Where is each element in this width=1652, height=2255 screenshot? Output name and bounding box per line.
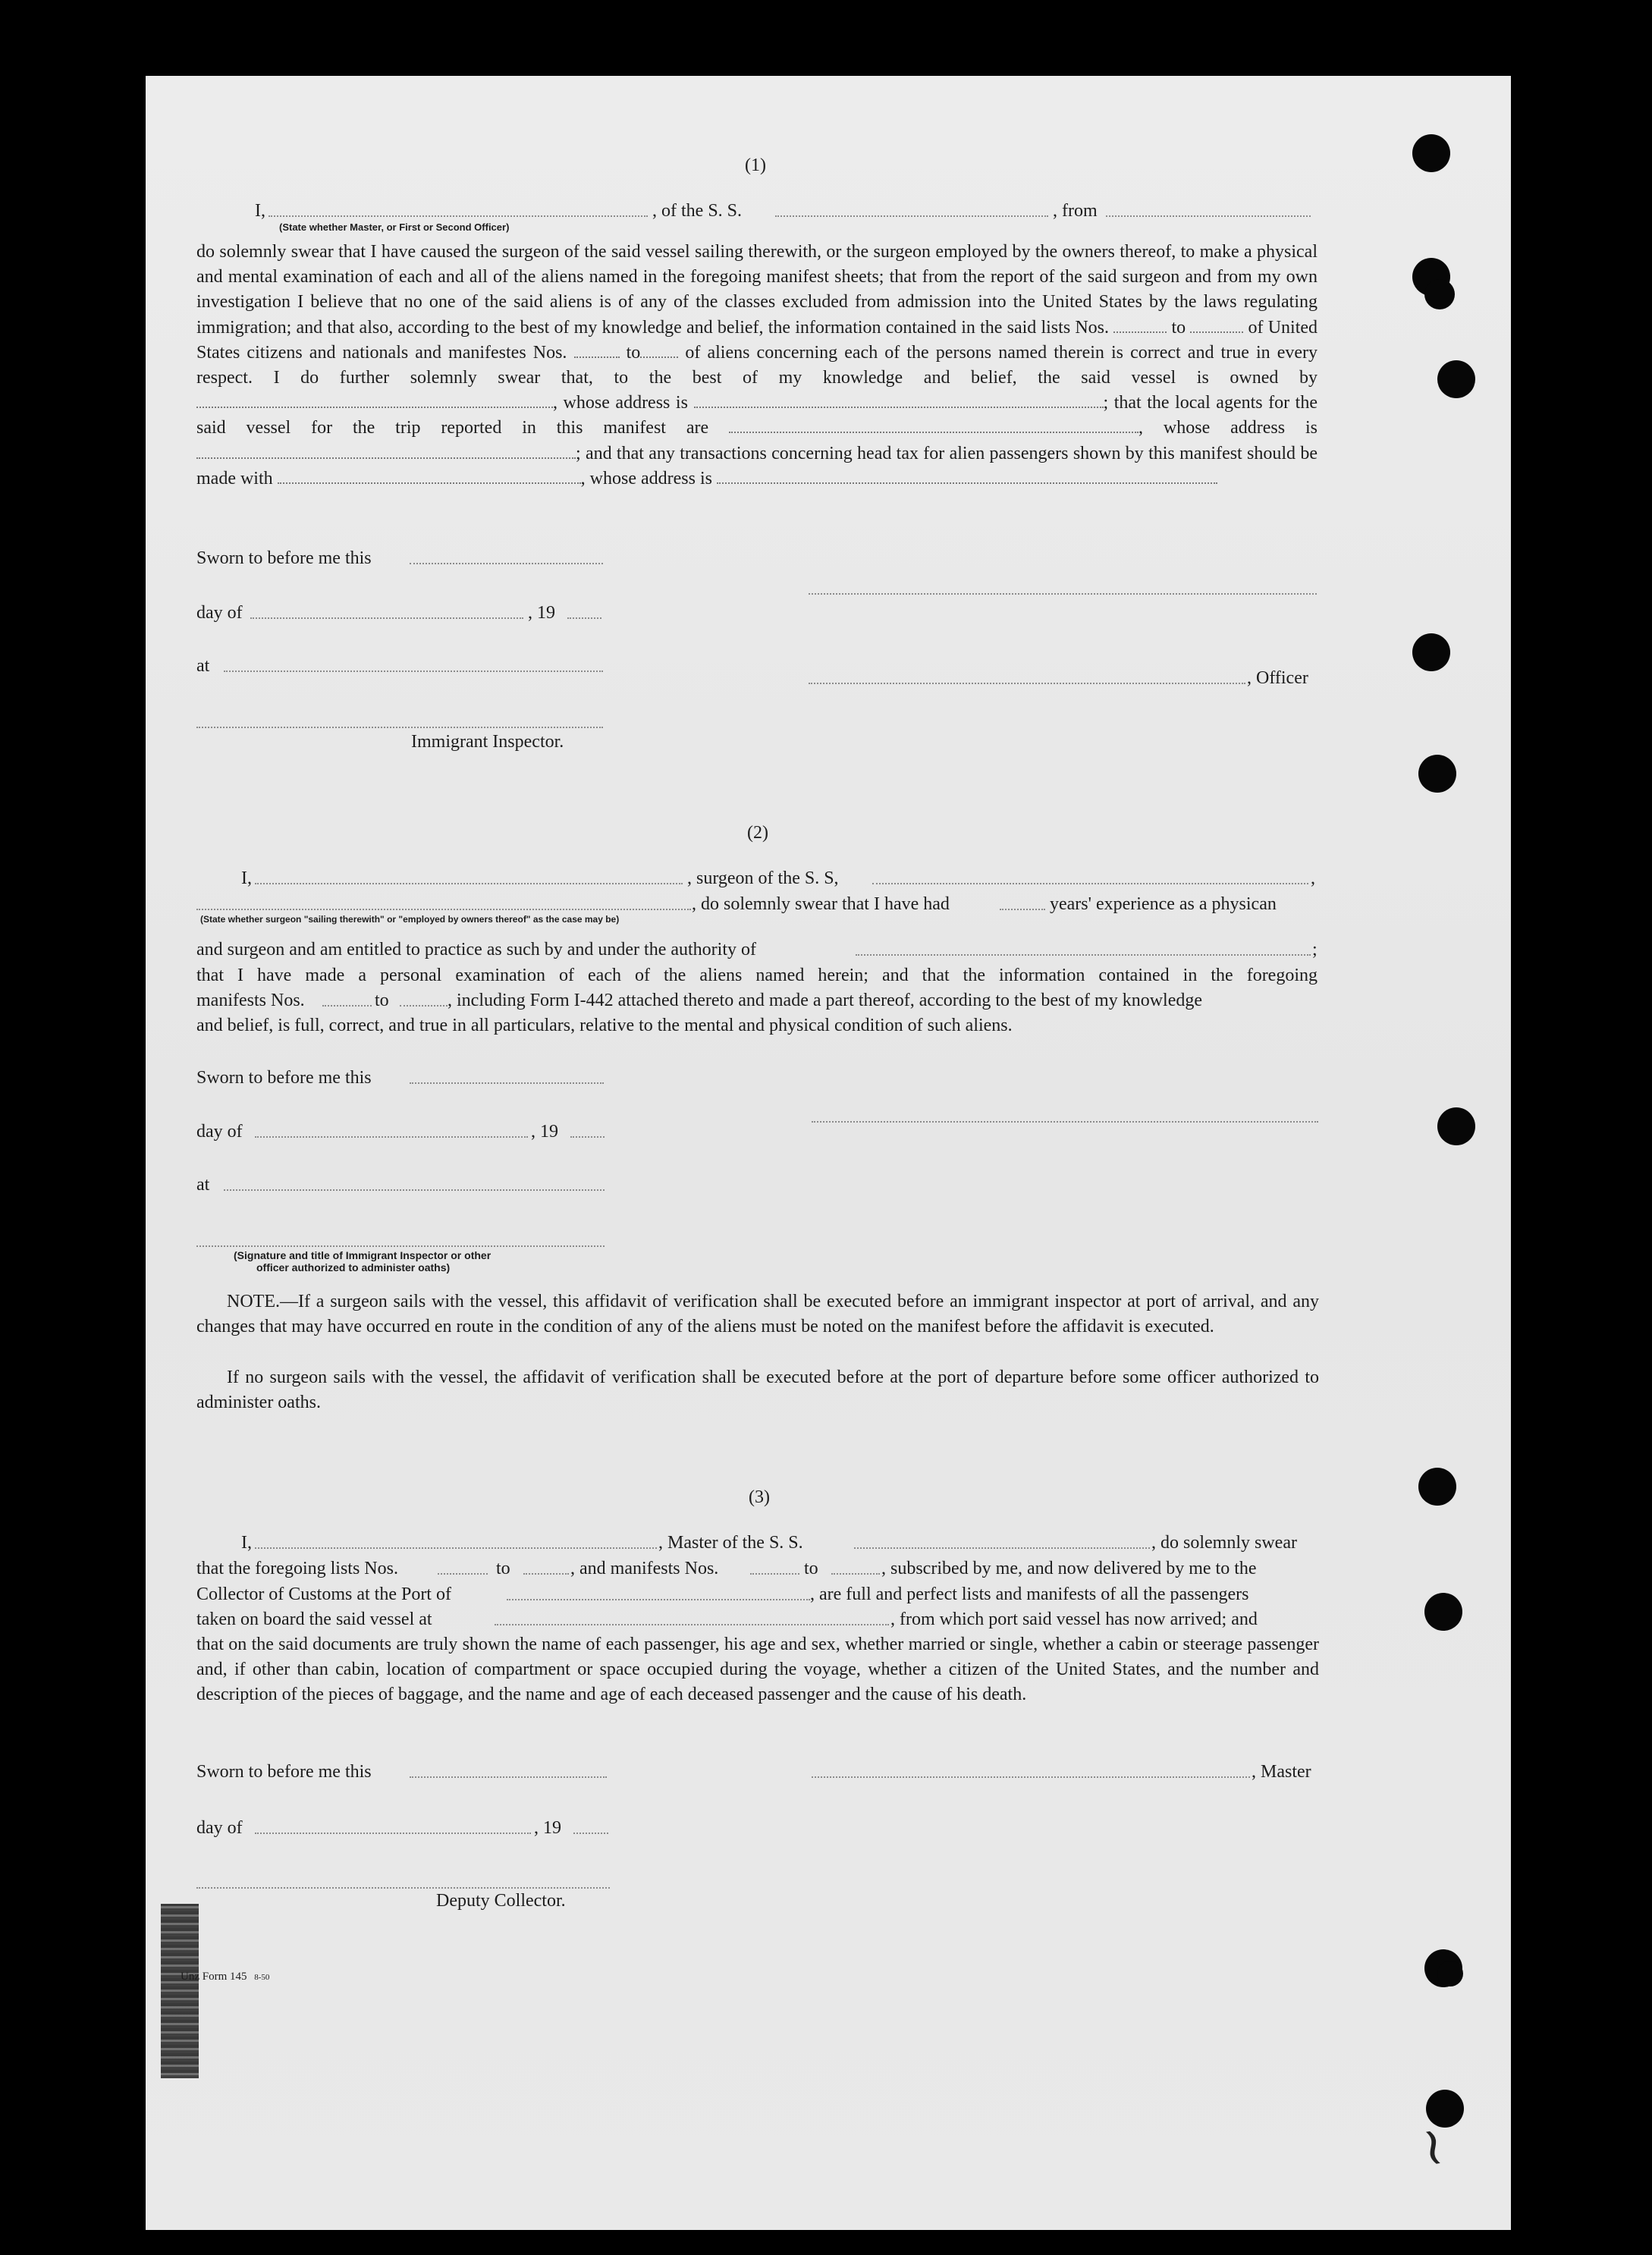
binder-hole [1418, 1468, 1456, 1506]
s2-semicolon: ; [1312, 940, 1318, 959]
s1-vessel-blank[interactable] [775, 215, 1048, 217]
s1-officer-signature-line[interactable] [809, 593, 1317, 595]
s2-day-of: day of [196, 1122, 243, 1142]
s2-years-blank[interactable] [1000, 909, 1045, 910]
s2-year-blank[interactable] [570, 1136, 605, 1138]
s3-lists-to-blank[interactable] [523, 1573, 569, 1575]
s2-examination: that I have made a personal examination of each of the aliens named herein; and that the information contained in the foregoing [196, 966, 1318, 985]
s3-and-manifests: , and manifests Nos. [570, 1559, 719, 1578]
s1-from-blank[interactable] [1106, 215, 1311, 217]
s3-foregoing: that the foregoing lists Nos. [196, 1559, 398, 1578]
form-id-text: Unz Form 145 [181, 1971, 247, 1983]
s3-sworn: Sworn to before me this [196, 1762, 372, 1782]
s1-agents: ; that the local agents for the said vessel for the trip reported in this manifest are [196, 393, 1318, 438]
s1-officer-blank[interactable] [269, 215, 648, 217]
s1-lists-to-blank[interactable] [1190, 316, 1243, 333]
s3-subscribed: , subscribed by me, and now delivered by me to the [881, 1559, 1257, 1578]
s1-whose-address: , whose address is [553, 393, 688, 413]
s3-vessel-blank[interactable] [854, 1547, 1150, 1549]
s2-practice: and surgeon and am entitled to practice as such by and under the authority of [196, 940, 756, 959]
s1-aliens: of aliens concerning each of the persons named therein is correct and true in every respect. I do further solemnly swear that, to the best of my knowledge and belief, the said vessel is owned by [196, 342, 1318, 388]
s3-intro-i: I, [241, 1533, 252, 1553]
s3-master: , Master [1252, 1762, 1311, 1782]
s3-departure-blank[interactable] [495, 1624, 889, 1625]
s3-lists-from-blank[interactable] [438, 1573, 488, 1575]
binder-hole [1412, 633, 1450, 671]
s2-sworn-blank[interactable] [410, 1082, 604, 1084]
s1-owner-blank[interactable] [196, 391, 553, 408]
s1-inspector: Immigrant Inspector. [411, 732, 564, 752]
s2-at: at [196, 1175, 210, 1195]
binder-hole [1437, 1107, 1475, 1145]
s3-day-of: day of [196, 1818, 243, 1838]
s3-manifests-from-blank[interactable] [750, 1573, 799, 1575]
form-date: 8-50 [254, 1973, 270, 1982]
s1-day-blank[interactable] [250, 617, 523, 619]
s2-intro-i: I, [241, 868, 252, 888]
s1-whose-address-2: , whose address is [1138, 418, 1318, 438]
s1-of-ss: , of the S. S. [652, 201, 743, 221]
binder-hole [1418, 755, 1456, 793]
s3-taken: taken on board the said vessel at [196, 1610, 432, 1629]
s2-at-blank[interactable] [224, 1189, 605, 1191]
s2-surgeon-name-blank[interactable] [255, 883, 683, 884]
s3-master-of: , Master of the S. S. [658, 1533, 803, 1553]
s2-comma: , [1311, 868, 1315, 888]
s2-manifests-to-blank[interactable] [400, 1005, 448, 1007]
s1-day-of: day of [196, 603, 243, 623]
s2-inspector-signature-line[interactable] [196, 1245, 605, 1247]
s2-surgeon-note: (State whether surgeon "sailing therewith" or "employed by owners thereof" as the case may be) [200, 914, 620, 925]
s3-master-name-blank[interactable] [255, 1547, 657, 1549]
s1-to2: to [626, 342, 641, 363]
s3-year-blank[interactable] [573, 1833, 608, 1834]
s1-from: , from [1053, 201, 1098, 221]
s2-signature-note-1: (Signature and title of Immigrant Inspector or other [234, 1249, 492, 1261]
s1-lists-from-blank[interactable] [1113, 316, 1167, 333]
s2-manifests-from-blank[interactable] [322, 1005, 372, 1007]
s2-signature-note-2: officer authorized to administer oaths) [256, 1261, 451, 1274]
s3-to: to [496, 1559, 510, 1578]
s2-note-1: NOTE.—If a surgeon sails with the vessel, this affidavit of verification shall be executed before an immigrant inspector at port of arrival, and any changes that may have occurred en route in the condition of any of the aliens must be noted on the manifest before the affidavit is executed. [196, 1292, 1319, 1337]
s2-authority-blank[interactable] [856, 954, 1311, 956]
s1-agents-address-blank[interactable] [196, 442, 576, 459]
s2-status-blank[interactable] [196, 909, 691, 910]
s3-swear: , do solemnly swear [1151, 1533, 1297, 1553]
s2-swear: , do solemnly swear that I have had [692, 894, 950, 914]
binder-hole [1424, 1593, 1462, 1631]
s1-headtax-address-blank[interactable] [717, 467, 1217, 484]
s1-manifests-to-blank[interactable] [640, 341, 678, 358]
s1-year-blank[interactable] [567, 617, 601, 619]
s1-at: at [196, 656, 210, 676]
s1-body-text: do solemnly swear that I have caused the surgeon of the said vessel sailing therewith, or the surgeon employed by the owners thereof, to make a physical and mental examination of each and all of the aliens named in the foregoing manifest sheets; that from the report of the said surgeon and from my own investigation I believe that no one of the said aliens is of any of the classes excluded from admission into the United States by the laws regulating immigration; and that also, according to the best of my knowledge and belief, the information contained in the said lists Nos. [196, 242, 1318, 338]
s3-day-blank[interactable] [255, 1833, 531, 1834]
s3-from-port: , from which port said vessel has now arrived; and [890, 1610, 1258, 1629]
s1-sworn-blank[interactable] [410, 563, 603, 564]
binder-hole [1412, 134, 1450, 172]
binder-hole [1424, 279, 1455, 309]
s2-day-blank[interactable] [255, 1136, 528, 1138]
section-3-number: (3) [749, 1487, 770, 1507]
s1-officer: , Officer [1247, 668, 1308, 688]
form-id [181, 1969, 269, 1985]
s1-transactions: ; and that any transactions concerning head tax for alien passengers shown by this manifest should be made with [196, 443, 1318, 488]
s2-surgeon-of: , surgeon of the S. S, [687, 868, 839, 888]
s2-manifests: manifests Nos. [196, 991, 305, 1010]
s1-manifests-from-blank[interactable] [574, 341, 620, 358]
s2-years: years' experience as a physican [1050, 894, 1277, 914]
s1-headtax-blank[interactable] [278, 467, 581, 484]
s1-nineteen: , 19 [528, 603, 555, 623]
s1-body: do solemnly swear that I have caused the surgeon of the said vessel sailing therewith, or the surgeon employed by the owners thereof, to make a physical and mental examination of each and all of the aliens named in the foregoing manifest sheets; that from the report of the said surgeon and from my own investigation I believe that no one of the said aliens is of any of the classes excluded from admission into the United States by the laws regulating immigration; and that also, according to the best of my knowledge and belief, the information contained in the said lists Nos. to of United States citizens and nationals and manifestes Nos. to of aliens concerning each of the persons named therein is correct and true in every respect. I do further solemnly swear that, to the best of my knowledge and belief, the said vessel is owned by , whose address is ; that the local agents for the said vessel for the trip reported in this manifest are , whose address is ; and that any transactions concerning head tax for alien passengers shown by this manifest should be made with , whose address is [196, 242, 1318, 488]
section-1-number: (1) [745, 155, 766, 175]
s3-master-signature-line[interactable] [812, 1776, 1250, 1778]
s2-note-2: If no surgeon sails with the vessel, the affidavit of verification shall be executed before at the port of departure before some officer authorized to administer oaths. [196, 1368, 1319, 1413]
edge-stamp [161, 1904, 199, 2078]
s3-collector: Collector of Customs at the Port of [196, 1584, 451, 1604]
s1-whose-address-3: whose address is [589, 468, 712, 488]
s2-nineteen: , 19 [531, 1122, 558, 1142]
s3-sworn-blank[interactable] [410, 1776, 607, 1778]
s2-surgeon-signature-line[interactable] [812, 1121, 1318, 1123]
s3-deputy: Deputy Collector. [436, 1891, 566, 1911]
section-2-number: (2) [747, 823, 768, 843]
binder-hole [1437, 1961, 1463, 1986]
s1-at-blank[interactable] [224, 671, 603, 672]
s1-sworn: Sworn to before me this [196, 548, 372, 568]
s1-intro-i: I, [255, 201, 265, 221]
s3-manifests-to-blank[interactable] [831, 1573, 880, 1575]
s1-officer-title-line[interactable] [809, 683, 1245, 684]
s3-body: that on the said documents are truly shown the name of each passenger, his age and sex, whether married or single, whether a cabin or steerage passenger and, if other than cabin, location of compartment or space occupied during the voyage, whether a citizen of the United States, and the number and description of the pieces of baggage, and the name and age of each deceased passenger and the cause of his death. [196, 1635, 1319, 1705]
s2-vessel-blank[interactable] [872, 883, 1308, 884]
s1-officer-note: (State whether Master, or First or Second Officer) [279, 221, 510, 233]
s1-to: to [1171, 317, 1186, 338]
s1-agents-blank[interactable] [729, 416, 1138, 433]
s3-port-blank[interactable] [507, 1599, 810, 1600]
s2-belief: and belief, is full, correct, and true in all particulars, relative to the mental and physical condition of such aliens. [196, 1016, 1013, 1035]
s3-to2: to [804, 1559, 818, 1578]
s2-to: to [375, 991, 389, 1010]
s1-citizens: of United States citizens and nationals and manifestes Nos. [196, 317, 1318, 363]
s3-nineteen: , 19 [534, 1818, 561, 1838]
s3-full-perfect: , are full and perfect lists and manifests of all the passengers [810, 1584, 1249, 1604]
s2-including: , including Form I-442 attached thereto and made a part thereof, according to the best of my knowledge [448, 991, 1203, 1010]
s1-inspector-line[interactable] [196, 727, 603, 728]
s2-sworn: Sworn to before me this [196, 1068, 372, 1088]
handwritten-mark: ~ [1399, 2119, 1469, 2175]
binder-hole [1437, 360, 1475, 398]
s1-owner-address-blank[interactable] [694, 391, 1104, 408]
